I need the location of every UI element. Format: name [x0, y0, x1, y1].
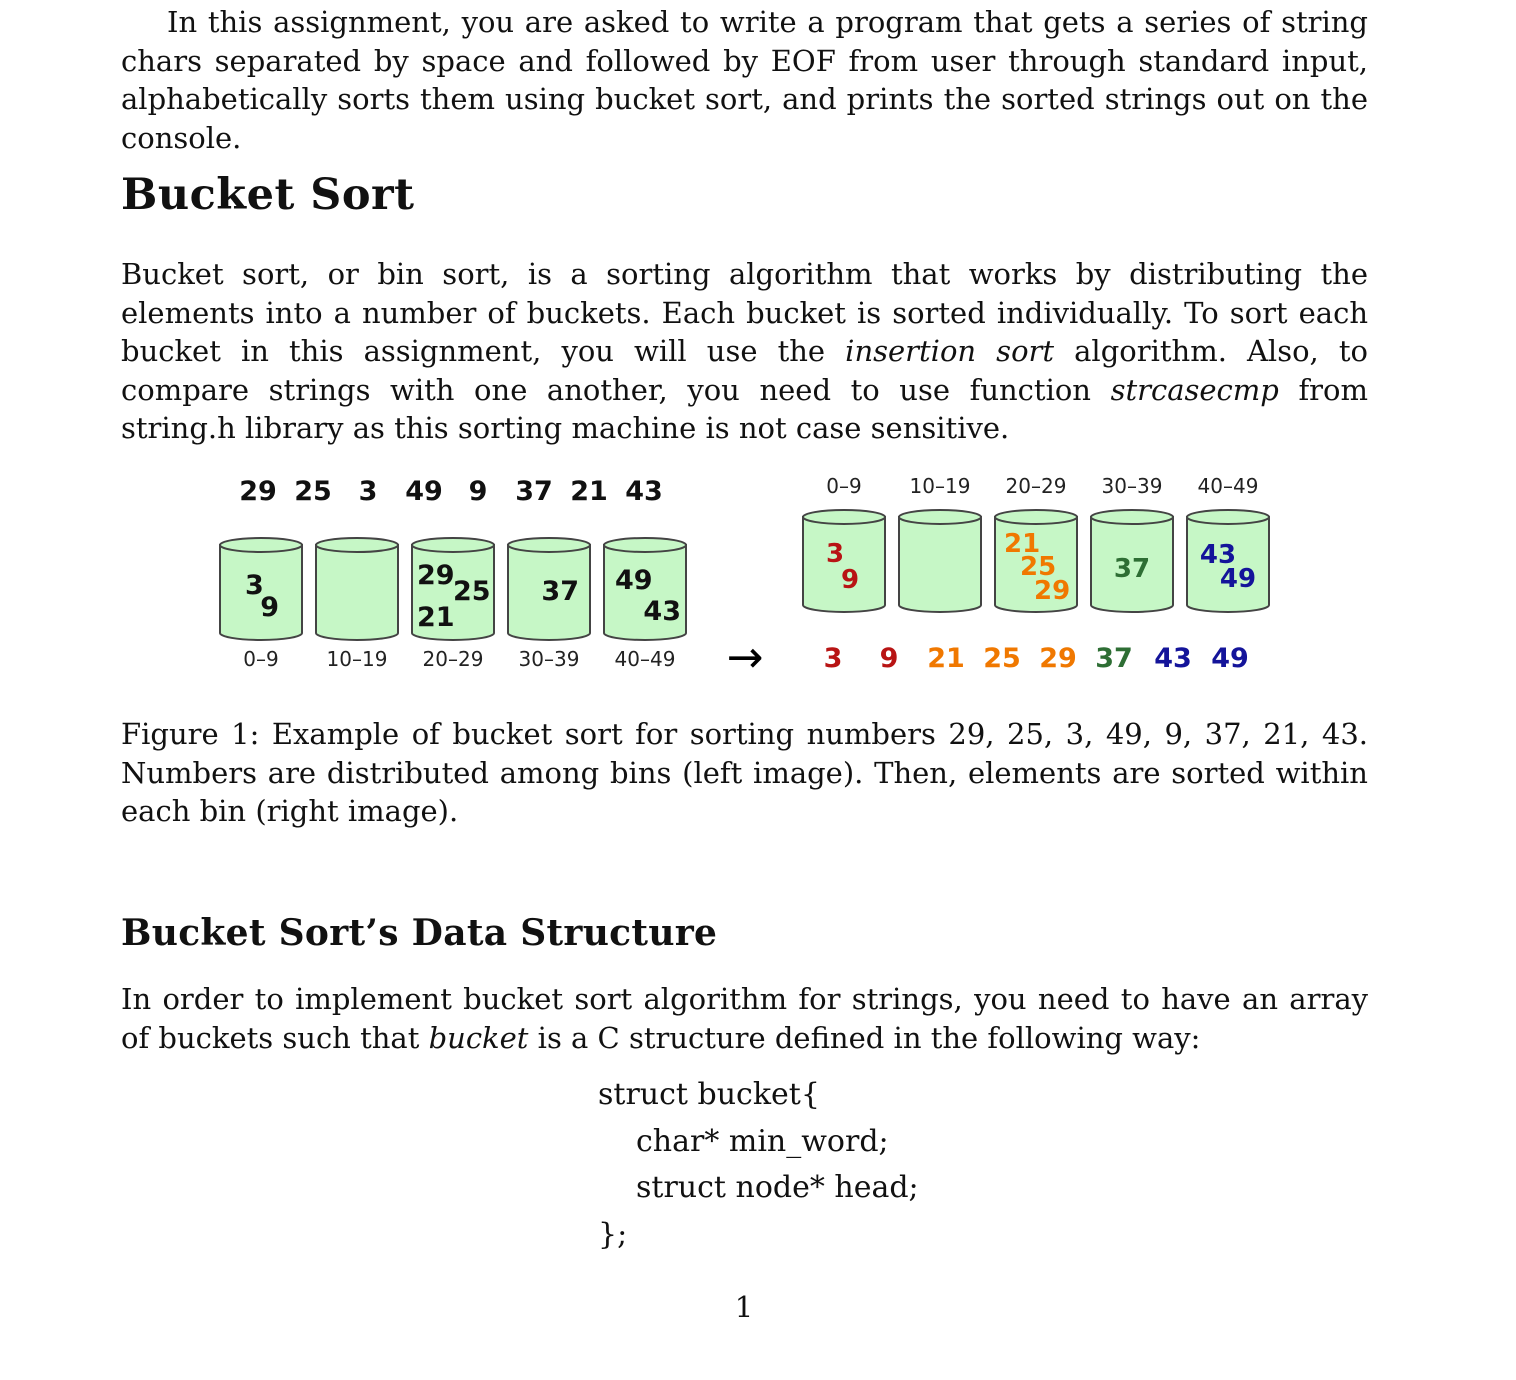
left-bucket-label: 20–29	[422, 647, 484, 671]
left-bucket-rim	[220, 538, 302, 552]
sorted-output-number: 49	[1211, 643, 1249, 674]
input-number: 9	[468, 476, 488, 507]
sorted-output-number: 21	[927, 643, 965, 674]
input-number: 21	[570, 476, 608, 507]
bucket-term: bucket	[428, 1020, 529, 1055]
code-line-2: char* min_word;	[636, 1123, 889, 1159]
sorted-output-number: 29	[1039, 643, 1077, 674]
input-number: 43	[625, 476, 663, 507]
sorted-output-number: 25	[983, 643, 1021, 674]
left-bucket-item: 37	[541, 576, 579, 607]
right-bucket-rim	[1187, 510, 1269, 524]
strcasecmp-term: strcasecmp	[1110, 372, 1279, 407]
right-bucket-rim	[803, 510, 885, 524]
left-bucket-rim	[604, 538, 686, 552]
right-bucket-rim	[899, 510, 981, 524]
right-bucket-item: 29	[1034, 576, 1071, 606]
input-number: 25	[294, 476, 332, 507]
code-line-4: };	[598, 1216, 628, 1252]
left-bucket-rim	[508, 538, 590, 552]
ds-text-a: In order to implement bucket sort algorithm for strings, you need to have an array of buckets such that	[121, 982, 1368, 1055]
right-bucket-rim	[1091, 510, 1173, 524]
right-bucket-item: 25	[1020, 552, 1057, 582]
right-bucket-label: 0–9	[826, 474, 862, 498]
desc-text-a: Bucket sort, or bin sort, is a sorting algorithm that works by distributing the elements into a number of buckets. Each bucket is sorted individually. To sort each bucket in this assignment, you will use the	[121, 257, 1368, 368]
right-bucket-body	[899, 517, 981, 612]
left-bucket-item: 49	[615, 565, 653, 596]
figure-caption: Figure 1: Example of bucket sort for sorting numbers 29, 25, 3, 49, 9, 37, 21, 43. Numbers are distributed among bins (left image). Then, elements are sorted within each bin (right image).	[121, 717, 1368, 828]
sorted-output-number: 9	[879, 643, 899, 674]
section-title-data-structure: Bucket Sort’s Data Structure	[121, 912, 718, 954]
code-line-1: struct bucket{	[598, 1077, 820, 1112]
right-bucket-rim	[995, 510, 1077, 524]
desc-text-b: algorithm. Also, to compare strings with one another, you need to use function	[121, 334, 1368, 407]
data-structure-paragraph	[121, 980, 1368, 1057]
right-bucket-item: 37	[1113, 554, 1151, 584]
page-number: 1	[734, 1290, 754, 1324]
input-number: 49	[405, 476, 443, 507]
arrow-glyph: →	[726, 632, 764, 683]
section-title-bucket-sort: Bucket Sort	[121, 170, 415, 220]
insertion-sort-term: insertion sort	[845, 334, 1055, 368]
left-bucket-item: 9	[260, 592, 279, 623]
right-bucket-label: 10–19	[909, 474, 971, 498]
ds-text-b: is a C structure defined in the following way:	[528, 1020, 1201, 1055]
right-bucket-label: 40–49	[1197, 474, 1259, 498]
bucket-sort-description	[121, 255, 1368, 448]
left-bucket-rim	[412, 538, 494, 552]
intro-paragraph: In this assignment, you are asked to write a program that gets a series of string chars separated by space and followed by EOF from user through standard input, alphabetically sorts them using bucket sort, and prints the sorted strings out on the console.	[121, 5, 1368, 155]
input-number: 29	[239, 476, 277, 507]
left-bucket-rim	[316, 538, 398, 552]
bucket-sort-figure	[200, 462, 1320, 692]
struct-definition	[598, 1072, 919, 1258]
sorted-output-number: 37	[1095, 643, 1133, 674]
right-bucket-label: 30–39	[1101, 474, 1163, 498]
right-bucket-item: 3	[826, 539, 845, 569]
code-line-3: struct node* head;	[636, 1170, 919, 1205]
right-bucket-item: 43	[1199, 540, 1237, 570]
left-bucket-label: 40–49	[614, 647, 676, 671]
left-bucket-item: 25	[453, 576, 491, 607]
left-bucket-item: 29	[417, 560, 455, 591]
left-bucket-label: 0–9	[243, 647, 279, 671]
right-bucket-item: 21	[1004, 529, 1041, 559]
sorted-output-number: 3	[823, 643, 843, 674]
input-number: 3	[358, 476, 378, 507]
left-bucket-item: 3	[245, 570, 264, 601]
right-bucket-item: 49	[1219, 564, 1257, 594]
left-bucket-label: 30–39	[518, 647, 580, 671]
sorted-output-number: 43	[1154, 643, 1192, 674]
left-bucket-body	[316, 545, 398, 640]
right-bucket-label: 20–29	[1005, 474, 1067, 498]
right-bucket-item: 9	[840, 565, 860, 595]
desc-text-c: from string.h library as this sorting machine is not case sensitive.	[121, 372, 1368, 445]
left-bucket-label: 10–19	[326, 647, 388, 671]
left-bucket-item: 43	[643, 596, 681, 627]
left-bucket-item: 21	[417, 602, 455, 633]
input-number: 37	[515, 476, 553, 507]
